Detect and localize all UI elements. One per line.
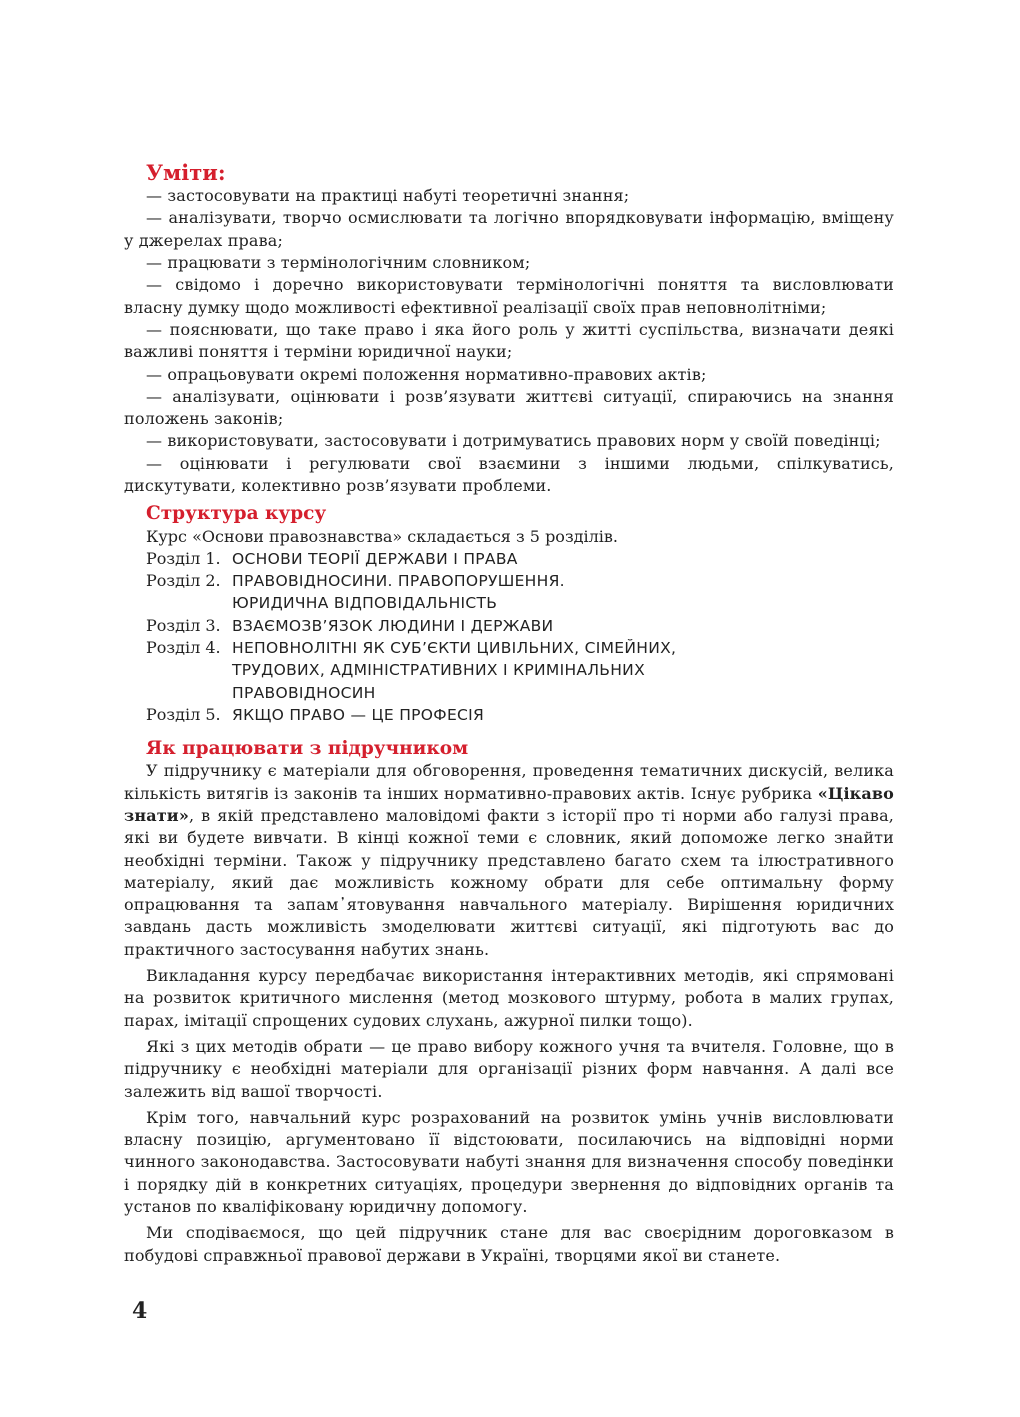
course-sections <box>124 548 894 726</box>
section-title-line: ОСНОВИ ТЕОРІЇ ДЕРЖАВИ І ПРАВА <box>232 549 518 568</box>
section-title <box>232 615 553 637</box>
skills-item: — пояснювати, що таке право і яка його роль у житті суспільства, визначати деякі важливі поняття і терміни юридичної науки; <box>124 319 894 362</box>
how-to-paragraph: Крім того, навчальний курс розрахований на розвиток умінь учнів висловлювати власну позицію, аргументовано її відстоювати, посилаючись на відповідні норми чинного законодавства. Застосовувати набуті знання для визначення способу поведінки і порядку дій в конкретних ситуаціях, процедури звернення до відповідних органів та установ по кваліфіковану юридичну допомогу. <box>124 1107 894 1217</box>
section-title <box>232 548 518 570</box>
skills-item: — працювати з термінологічним словником; <box>146 253 531 273</box>
course-structure-intro: Курс «Основи правознавства» складається з 5 розділів. <box>146 526 619 546</box>
section-title <box>232 704 484 726</box>
skills-item: — опрацьовувати окремі положення нормативно-правових актів; <box>146 364 707 384</box>
how-to-paragraph: Викладання курсу передбачає використання інтерактивних методів, які спрямовані на розвиток критичного мислення (метод мозкового штурму, робота в малих групах, парах, імітації спрощених судових слухань, ажурної пилки тощо). <box>124 966 894 1030</box>
section-title-line: ПРАВОВІДНОСИНИ. ПРАВОПОРУШЕННЯ. <box>232 572 565 591</box>
course-section-3 <box>124 615 894 637</box>
skills-heading: Уміти: <box>146 160 226 185</box>
skills-item: — застосовувати на практиці набуті теоретичні знання; <box>146 186 630 206</box>
skills-list <box>124 185 894 497</box>
section-number: Розділ 2. <box>146 571 221 591</box>
skills-item: — аналізувати, творчо осмислювати та логічно впорядковувати інформацію, вміщену у джерелах права; <box>124 208 894 250</box>
skills-item: — аналізувати, оцінювати і розв’язувати життєві ситуації, спираючись на знання положень законів; <box>124 386 894 429</box>
paragraph-text: У підручнику є матеріали для обговорення, проведення тематичних дискусій, велика кількість витягів із законів та інших нормативно-правових актів. Існує рубрика <box>124 761 894 803</box>
section-number: Розділ 3. <box>146 615 221 635</box>
course-structure-heading: Структура курсу <box>146 503 327 525</box>
section-title-line: ПРАВОВІДНОСИН <box>232 683 376 702</box>
how-to-paragraph <box>124 760 894 961</box>
how-to-use-heading: Як працювати з підручником <box>146 738 469 760</box>
skills-item: — оцінювати і регулювати свої взаємини з іншими людьми, спілкуватись, дискутувати, колективно розв’язувати проблеми. <box>124 453 894 496</box>
section-title-line: НЕПОВНОЛІТНІ ЯК СУБ’ЄКТИ ЦИВІЛЬНИХ, СІМЕЙНИХ, <box>232 639 677 658</box>
section-title <box>232 570 565 615</box>
course-section-1 <box>124 548 894 570</box>
section-number: Розділ 1. <box>146 548 221 568</box>
section-title-line: ВЗАЄМОЗВ’ЯЗОК ЛЮДИНИ І ДЕРЖАВИ <box>232 616 554 635</box>
skills-item: — свідомо і доречно використовувати термінологічні поняття та висловлювати власну думку щодо можливості ефективної реалізації своїх прав неповнолітніми; <box>124 275 894 317</box>
section-title-line: ЮРИДИЧНА ВІДПОВІДАЛЬНІСТЬ <box>232 594 498 613</box>
how-to-paragraph: Ми сподіваємося, що цей підручник стане для вас своєрідним дороговказом в побудові справжньої правової держави в Україні, творцями якої ви станете. <box>124 1223 894 1265</box>
section-title-line: ЯКЩО ПРАВО — ЦЕ ПРОФЕСІЯ <box>232 705 485 724</box>
course-section-5 <box>124 704 894 726</box>
section-number: Розділ 4. <box>146 638 221 658</box>
course-section-4 <box>124 637 894 704</box>
page-number: 4 <box>132 1298 148 1324</box>
course-section-2 <box>124 570 894 615</box>
skills-item: — використовувати, застосовувати і дотримуватись правових норм у своїй поведінці; <box>146 431 881 451</box>
how-to-paragraph: Які з цих методів обрати — це право вибору кожного учня та вчителя. Головне, що в підручнику є необхідні матеріали для організації різних форм навчання. А далі все залежить від вашої творчості. <box>124 1036 894 1101</box>
page-content <box>124 160 894 1267</box>
section-title <box>232 637 676 704</box>
section-number: Розділ 5. <box>146 704 221 724</box>
section-title-line: ТРУДОВИХ, АДМІНІСТРАТИВНИХ І КРИМІНАЛЬНИХ <box>232 661 645 680</box>
paragraph-text: , в якій представлено маловідомі факти з історії про ті норми або галузі права, які ви будете вивчати. В кінці кожної теми є словник, який допоможе легко знайти необхідні терміни. Також у підручнику представлено багато схем та ілюстративного матеріалу, який дає можливість кожному обрати для себе оптимальну форму опрацювання та запам᾽ятовування навчального матеріалу. Вирішення юридичних завдань дасть можливість змоделювати життєві ситуації, які підготують вас до практичного застосування набутих знань. <box>124 805 894 959</box>
rubric-name: «Цікаво знати» <box>124 783 894 825</box>
